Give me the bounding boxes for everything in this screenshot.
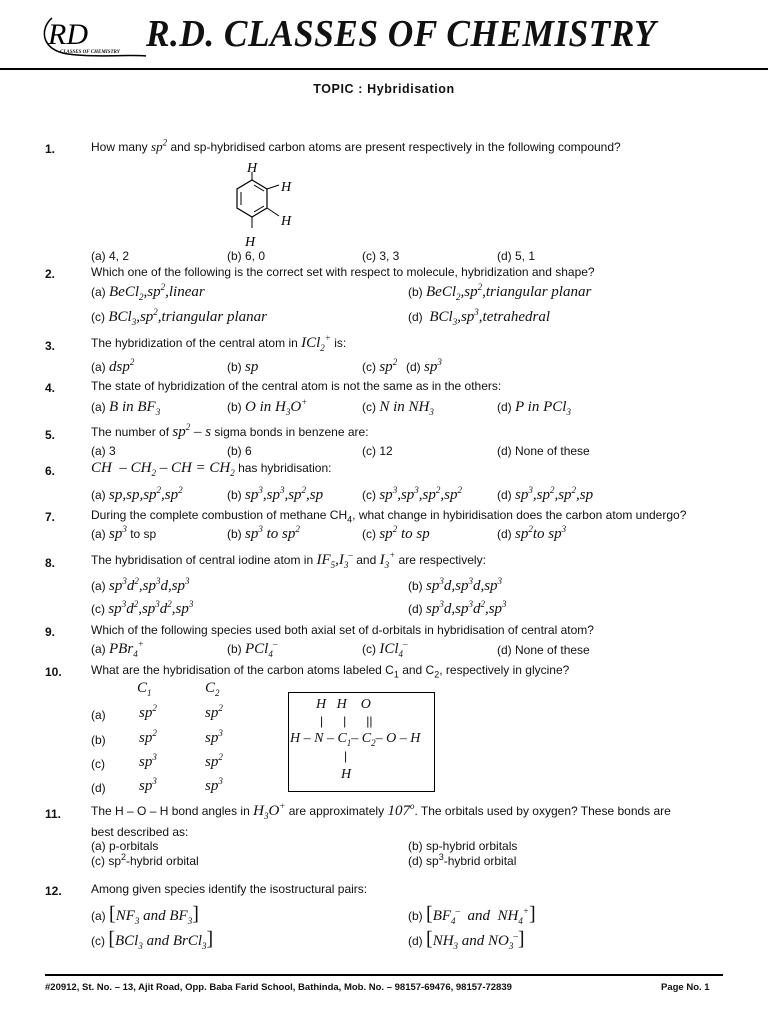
q5-number: 5. — [45, 428, 56, 442]
q10-col-c2: $C_2$ — [205, 680, 220, 698]
q10-option-a[interactable]: (a) $sp^2$ $sp^2$ — [91, 703, 223, 722]
q11-text: The H – O – H bond angles in $H_3O^+$ are approximately 107$^o$. The orbitals used by oxygen? These bonds are — [91, 801, 671, 821]
q1-option-d[interactable]: (d) 5, 1 — [497, 249, 536, 263]
q1-text: How many $sp^2$ and sp-hybridised carbon atoms are present respectively in the following compound? — [91, 137, 621, 154]
q7-option-c[interactable]: (c) $sp^2$ to sp — [362, 524, 430, 542]
q12-text: Among given species identify the isostructural pairs: — [91, 882, 368, 896]
logo — [38, 10, 148, 62]
q8-option-b[interactable]: (b) $sp^3d,sp^3d,sp^3$ — [408, 576, 503, 594]
q12-option-d[interactable]: (d) [$NH_3$ and $NO_3^-$] — [408, 928, 525, 951]
q11-option-c[interactable]: (c) $sp^2$-hybrid orbital — [91, 852, 199, 868]
q4-option-a[interactable]: (a) B in $BF_3$ — [91, 399, 161, 417]
q2-number: 2. — [45, 267, 56, 281]
q7-number: 7. — [45, 510, 56, 524]
q5-text: The number of $sp^2$ – s sigma bonds in benzene are: — [91, 422, 369, 440]
q6-option-c[interactable]: (c) $sp^3,sp^3,sp^2,sp^2$ — [362, 485, 462, 503]
q9-option-a[interactable]: (a) PBr$_4$+ — [91, 639, 144, 659]
q9-number: 9. — [45, 625, 56, 639]
q4-option-b[interactable]: (b) O in $H_3O^+$ — [227, 397, 308, 417]
q10-option-c[interactable]: (c) $sp^3$ $sp^2$ — [91, 752, 223, 771]
svg-text:H: H — [281, 180, 292, 195]
q6-text: CH – $CH_2$ – CH = $CH_2$ has hybridisation: — [91, 460, 332, 478]
q5-option-b[interactable]: (b) 6 — [227, 444, 252, 458]
q10-glycine-structure: H H O | | || H – N – $C_1-$ $C_2-$ O – H | H — [288, 692, 435, 792]
q8-option-d[interactable]: (d) $sp^3d,sp^3d^2,sp^3$ — [408, 599, 507, 617]
q8-number: 8. — [45, 556, 56, 570]
q11-option-a[interactable]: (a) p-orbitals — [91, 839, 159, 853]
q10-text: What are the hybridisation of the carbon atoms labeled $C_1$ and $C_2$, respectively in glycine? — [91, 663, 570, 680]
q3-option-d[interactable]: (d) $sp^3$ — [406, 357, 442, 375]
q8-option-c[interactable]: (c) $sp^3d^2,sp^3d^2,sp^3$ — [91, 599, 194, 617]
q9-option-d[interactable]: (d) None of these — [497, 643, 590, 657]
q4-number: 4. — [45, 381, 56, 395]
q11-option-d[interactable]: (d) $sp^3$-hybrid orbital — [408, 852, 517, 868]
footer-rule — [45, 974, 723, 976]
page-number: Page No. 1 — [661, 982, 710, 993]
q12-option-a[interactable]: (a) [$NF_3$ and $BF_3$] — [91, 903, 199, 926]
q8-option-a[interactable]: (a) $sp^3d^2,sp^3d,sp^3$ — [91, 576, 190, 594]
q6-option-d[interactable]: (d) $sp^3,sp^2,sp^2,sp$ — [497, 485, 594, 503]
q3-number: 3. — [45, 339, 56, 353]
q9-option-b[interactable]: (b) PCl$_4$– — [227, 639, 278, 659]
q3-option-b[interactable]: (b) sp — [227, 359, 259, 375]
q6-number: 6. — [45, 464, 56, 478]
q5-option-a[interactable]: (a) 3 — [91, 444, 116, 458]
q8-text: The hybridisation of central iodine atom in $IF_5,I_3^-$ and $I_3^+$ are respectively: — [91, 550, 486, 570]
q7-option-d[interactable]: (d) $sp^2to$ $sp^3$ — [497, 524, 567, 542]
q3-text: The hybridization of the central atom in ICl$_2$+ is: — [91, 333, 347, 353]
q2-option-d[interactable]: (d) $BCl_3,sp^3,tetrahedral$ — [408, 307, 551, 327]
logo-text: RD — [48, 18, 88, 51]
q3-option-a[interactable]: (a) dsp$^2$ — [91, 357, 135, 375]
footer-address: #20912, St. No. – 13, Ajit Road, Opp. Baba Farid School, Bathinda, Mob. No. – 98157-69476, 98157-72839 — [45, 982, 512, 993]
q2-option-b[interactable]: (b) $BeCl_2,sp^2,triangular$ planar — [408, 282, 592, 302]
topic-heading: TOPIC : Hybridisation — [313, 82, 455, 96]
q1-option-c[interactable]: (c) 3, 3 — [362, 249, 400, 263]
q7-text: During the complete combustion of methane $CH_4$, what change in hybiridisation does the carbon atom undergo? — [91, 508, 687, 525]
q10-option-d[interactable]: (d) $sp^3$ $sp^3$ — [91, 776, 223, 795]
q7-option-b[interactable]: (b) $sp^3$ to $sp^2$ — [227, 524, 300, 542]
q6-option-a[interactable]: (a) $sp,sp,sp^2,sp^2$ — [91, 485, 183, 503]
q1-option-a[interactable]: (a) 4, 2 — [91, 249, 130, 263]
header-rule — [0, 68, 768, 70]
q7-option-a[interactable]: (a) $sp^3$ to sp — [91, 524, 157, 542]
q9-text: Which of the following species used both axial set of d-orbitals in hybridisation of central atom? — [91, 623, 594, 637]
q10-number: 10. — [45, 665, 62, 679]
q4-option-c[interactable]: (c) N in $NH_3$ — [362, 399, 434, 417]
logo-subtext: CLASSES OF CHEMISTRY — [60, 50, 120, 55]
q10-option-b[interactable]: (b) $sp^2$ $sp^3$ — [91, 728, 223, 747]
q1-number: 1. — [45, 142, 56, 156]
header — [0, 0, 768, 70]
brand-title: R.D. CLASSES OF CHEMISTRY — [146, 13, 657, 55]
q2-option-a[interactable]: (a) $BeCl_2,sp^2,linear$ — [91, 282, 205, 302]
q3-option-c[interactable]: (c) $sp^2$ — [362, 357, 398, 375]
q11-text-cont: best described as: — [91, 825, 189, 839]
q6-option-b[interactable]: (b) $sp^3,sp^3,sp^2,sp$ — [227, 485, 324, 503]
q12-number: 12. — [45, 884, 62, 898]
q10-col-c1: $C_1$ — [137, 680, 152, 698]
q1-option-b[interactable]: (b) 6, 0 — [227, 249, 266, 263]
q12-option-b[interactable]: (b) [$BF_4^-$ and $NH_4^+$] — [408, 903, 536, 926]
svg-text:H: H — [245, 235, 256, 250]
q11-number: 11. — [45, 807, 62, 821]
q2-text: Which one of the following is the correct set with respect to molecule, hybridization and shape? — [91, 265, 595, 279]
q2-option-c[interactable]: (c) $BCl_3,sp^2,triangular$ planar — [91, 307, 267, 327]
q5-option-c[interactable]: (c) 12 — [362, 444, 393, 458]
q4-text: The state of hybridization of the central atom is not the same as in the others: — [91, 379, 502, 393]
q12-option-c[interactable]: (c) [BCl$_3$ and BrCl$_3$] — [91, 928, 214, 951]
q1-benzene-structure — [215, 158, 305, 250]
q4-option-d[interactable]: (d) P in PCl$_3$ — [497, 399, 571, 417]
q11-option-b[interactable]: (b) sp-hybrid orbitals — [408, 839, 518, 853]
q9-option-c[interactable]: (c) ICl$_4$– — [362, 639, 408, 659]
q5-option-d[interactable]: (d) None of these — [497, 444, 590, 458]
svg-text:H: H — [247, 161, 258, 176]
svg-text:H: H — [281, 214, 292, 229]
